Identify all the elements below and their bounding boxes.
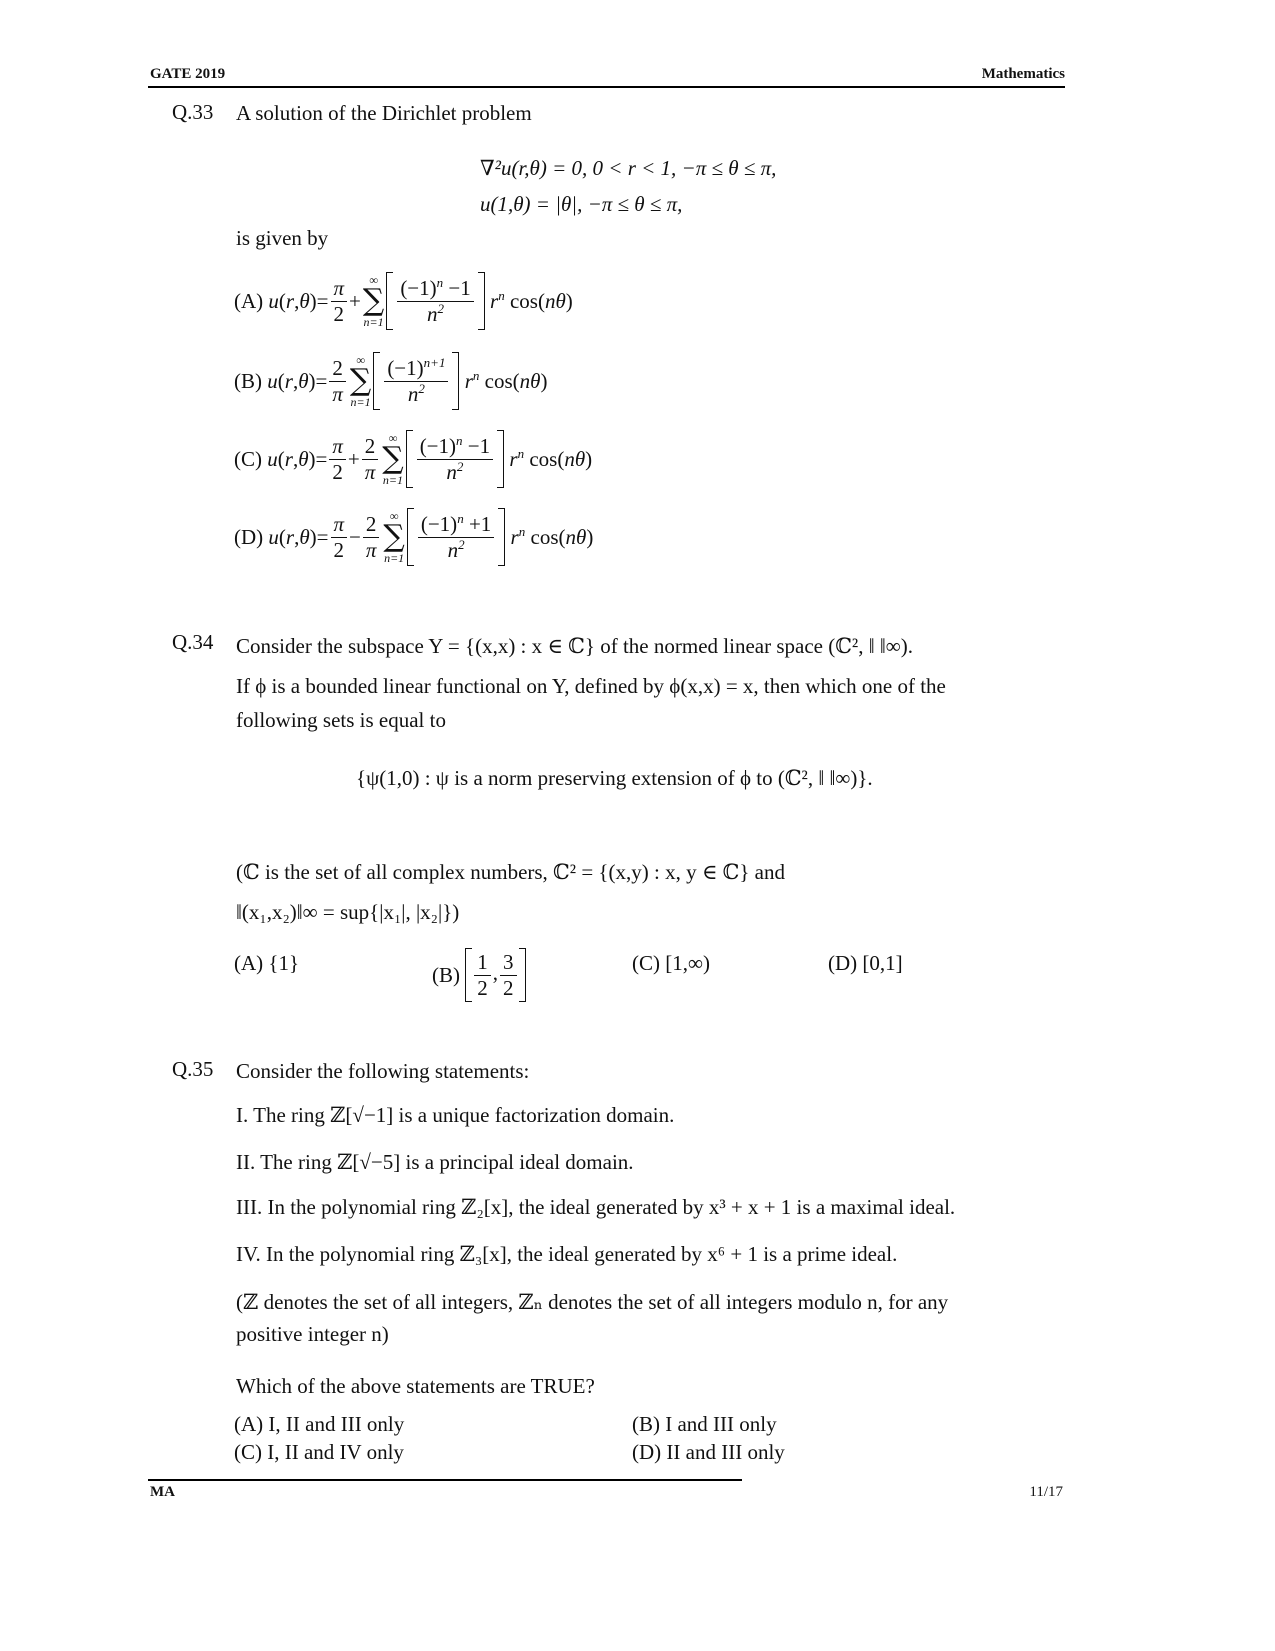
q35-statement-3: III. In the polynomial ring ℤ₂[x], the ideal generated by x³ + x + 1 is a maximal ideal. — [236, 1195, 956, 1219]
footer-rule — [148, 1479, 742, 1481]
q33-option-c: (C) u ( r , θ )= $\frac{\pi}{2}$ + $\frac{2}{\pi}$ ∞ ∑ n=1 $\frac{(-1)^n -1}{n^2}$ $r^n$ cos( nθ ) — [234, 431, 593, 487]
q33-option-b: (B) u ( r , θ )= $\frac{2}{\pi}$ ∞ ∑ n=1 $\frac{(-1)^{n+1}}{n^2}$ $r^n$ cos( nθ ) — [234, 353, 548, 409]
q35-note2: positive integer n) — [236, 1322, 389, 1346]
q34-number: Q.34 — [172, 630, 214, 654]
q35-statement-4: IV. In the polynomial ring ℤ₃[x], the ideal generated by x⁶ + 1 is a prime ideal. — [236, 1242, 898, 1266]
option-label: (A) — [234, 288, 264, 313]
q33-number: Q.33 — [172, 100, 214, 124]
option-label: (C) — [234, 446, 262, 471]
q34-note1: (ℂ is the set of all complex numbers, ℂ² = {(x,y) : x, y ∈ ℂ} and — [236, 860, 785, 884]
q34-set: {ψ(1,0) : ψ is a norm preserving extension of ϕ to (ℂ², ‖ ‖∞)}. — [356, 766, 873, 790]
q33-equation-laplace: ∇²u(r,θ) = 0, 0 < r < 1, −π ≤ θ ≤ π, — [480, 156, 777, 180]
option-label: (D) — [234, 524, 264, 549]
q34-option-b: (B) $\frac{1}{2}$ , $\frac{3}{2}$ — [432, 944, 526, 1006]
footer-paper-code: MA — [150, 1484, 175, 1500]
q34-option-c: (C) [1,∞) — [632, 951, 710, 975]
q33-intro: A solution of the Dirichlet problem — [236, 101, 532, 125]
option-label: (B) — [234, 368, 262, 393]
option-label: (B) — [432, 962, 460, 987]
q35-statement-2: II. The ring ℤ[√−5] is a principal ideal domain. — [236, 1150, 634, 1174]
q33-option-a: (A) u ( r , θ )= $\frac{\pi}{2}$ + ∞ ∑ n=1 $\frac{(-1)^n -1}{n^2}$ $r^n$ cos( nθ ) — [234, 273, 573, 329]
q35-note1: (ℤ denotes the set of all integers, ℤₙ denotes the set of all integers modulo n, for any — [236, 1290, 949, 1314]
q33-option-d: (D) u ( r , θ )= $\frac{\pi}{2}$ − $\frac{2}{\pi}$ ∞ ∑ n=1 $\frac{(-1)^n +1}{n^2}$ $r^n$ cos( nθ ) — [234, 509, 594, 565]
q35-question: Which of the above statements are TRUE? — [236, 1374, 595, 1398]
q34-line1: Consider the subspace Y = {(x,x) : x ∈ ℂ} of the normed linear space (ℂ², ‖ ‖∞). — [236, 634, 913, 658]
q35-option-a: (A) I, II and III only — [234, 1412, 405, 1436]
q34-line3: following sets is equal to — [236, 708, 446, 732]
q35-option-c: (C) I, II and IV only — [234, 1440, 404, 1464]
q34-note2: ‖(x₁,x₂)‖∞ = sup{|x₁|, |x₂|}) — [236, 900, 460, 924]
q33-equation-boundary: u(1,θ) = |θ|, −π ≤ θ ≤ π, — [480, 192, 683, 216]
footer-page-number: 11/17 — [1029, 1484, 1063, 1500]
header-exam-title: GATE 2019 — [150, 66, 226, 82]
q35-number: Q.35 — [172, 1057, 214, 1081]
q35-statement-1: I. The ring ℤ[√−1] is a unique factorization domain. — [236, 1103, 675, 1127]
header-subject: Mathematics — [981, 66, 1065, 82]
header-rule — [148, 86, 1065, 88]
q34-option-d: (D) [0,1] — [828, 951, 903, 975]
q35-option-b: (B) I and III only — [632, 1412, 777, 1436]
q34-option-a: (A) {1} — [234, 951, 300, 975]
q33-given: is given by — [236, 226, 329, 250]
q34-line2: If ϕ is a bounded linear functional on Y, defined by ϕ(x,x) = x, then which one of the — [236, 674, 946, 698]
q35-option-d: (D) II and III only — [632, 1440, 785, 1464]
q35-intro: Consider the following statements: — [236, 1059, 530, 1083]
